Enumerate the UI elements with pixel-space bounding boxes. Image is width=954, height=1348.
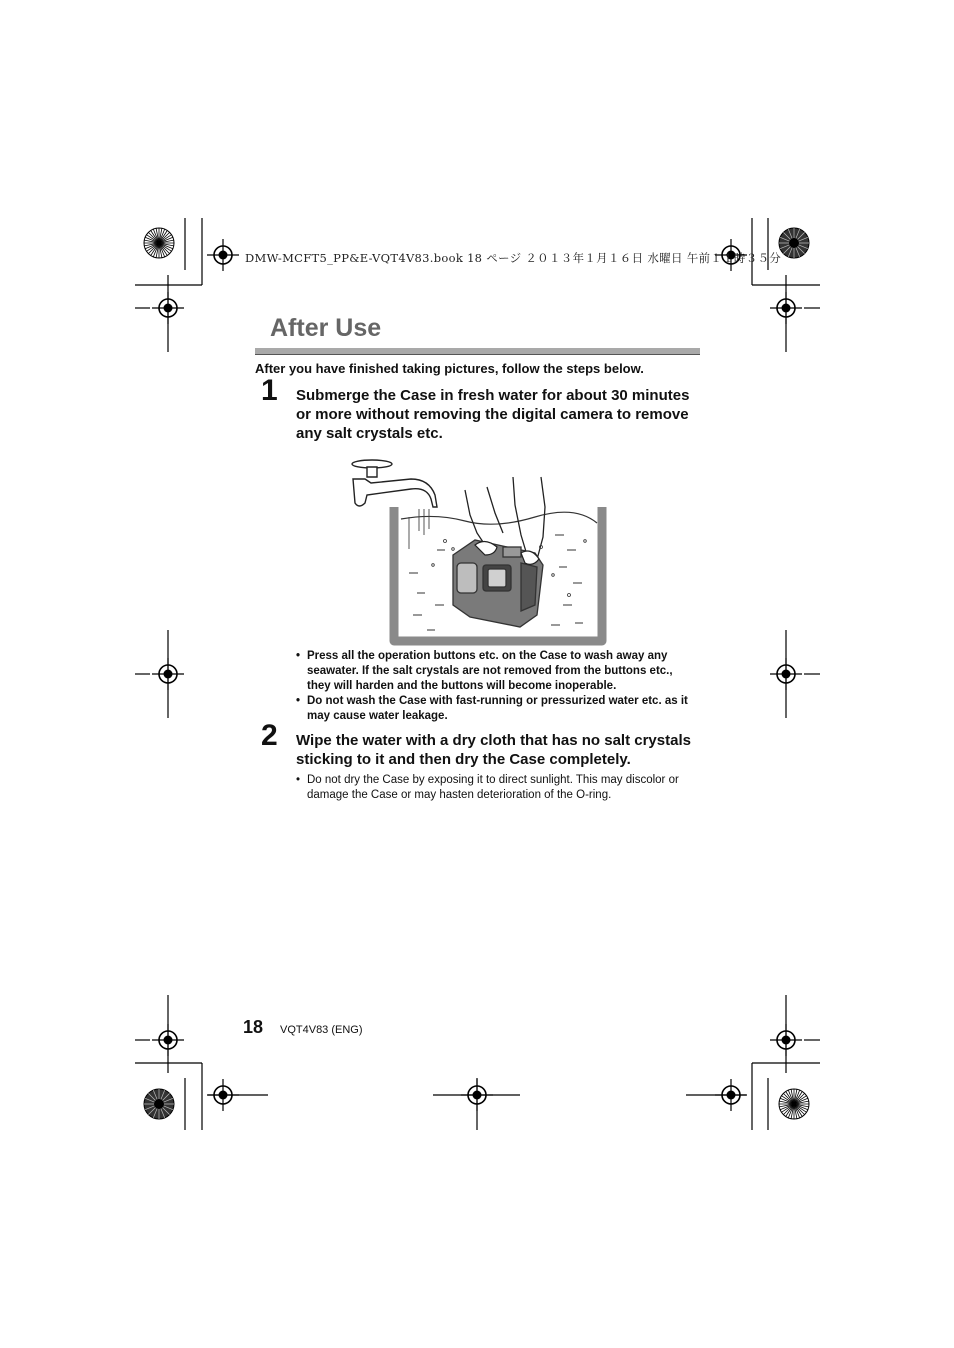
washing-case-illustration <box>345 455 610 650</box>
title-divider <box>255 348 700 354</box>
step-2-number: 2 <box>261 719 278 752</box>
page-number: 18 <box>243 1017 264 1037</box>
step-1-text: Submerge the Case in fresh water for about 30 minutes or more without removing the digital camera to remove any salt crystals etc. <box>296 387 690 442</box>
step-1-number: 1 <box>261 374 278 407</box>
step-2-note: • Do not dry the Case by exposing it to direct sunlight. This may discolor or damage the Case or may hasten deterioration of the O-ring. <box>296 773 696 803</box>
document-code: VQT4V83 (ENG) <box>280 1024 363 1036</box>
step-1-notes <box>296 649 696 724</box>
print-header: DMW-MCFT5_PP&E-VQT4V83.book 18 ページ ２０１３年１月１６日 水曜日 午前１１時３５分 <box>245 251 782 265</box>
page-title: After Use <box>270 314 382 342</box>
step-1-note: • Press all the operation buttons etc. on the Case to wash away any seawater. If the salt crystals are not removed from the buttons etc., they will harden and the buttons will become inoperable. <box>296 649 696 694</box>
intro-text: After you have finished taking pictures, follow the steps below. <box>255 361 644 376</box>
step-1-note: • Do not wash the Case with fast-running or pressurized water etc. as it may cause water leakage. <box>296 694 696 724</box>
step-2-text: Wipe the water with a dry cloth that has no salt crystals sticking to it and then dry the Case completely. <box>296 732 691 768</box>
step-2-notes <box>296 773 696 803</box>
